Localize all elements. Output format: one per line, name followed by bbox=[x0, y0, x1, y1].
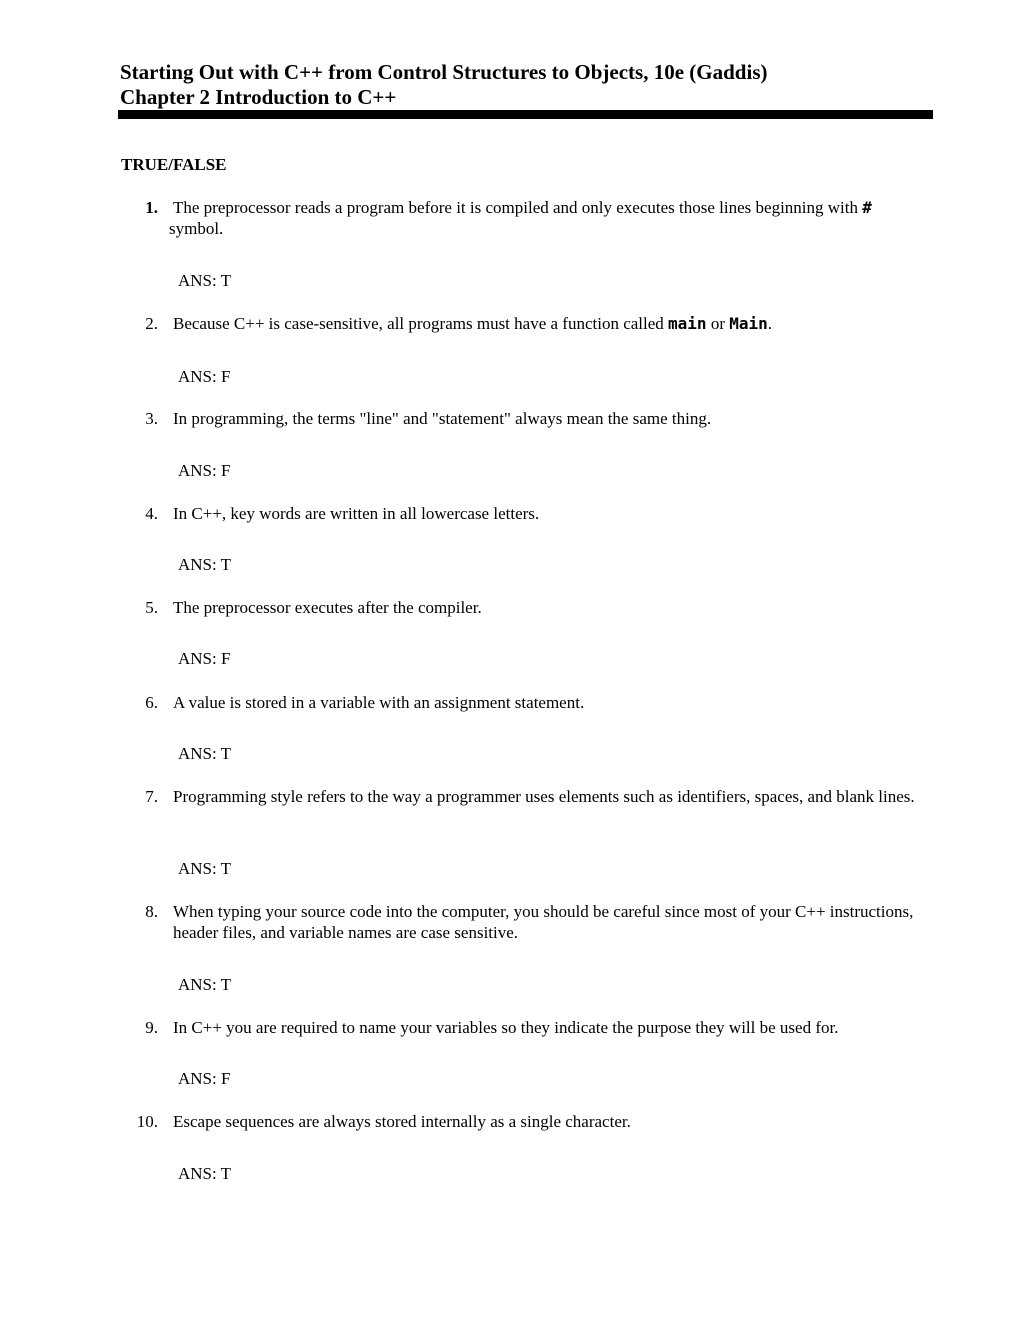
question-text bbox=[173, 313, 933, 334]
chapter-title: Chapter 2 Introduction to C++ bbox=[120, 85, 397, 109]
question-text: In C++, key words are written in all lowercase letters. bbox=[173, 504, 540, 523]
question-text: The preprocessor executes after the compiler. bbox=[173, 598, 482, 617]
code-snippet: # bbox=[862, 198, 872, 217]
answer-9: ANS: F bbox=[178, 1069, 231, 1088]
code-snippet: Main bbox=[729, 314, 768, 333]
answer-5: ANS: F bbox=[178, 649, 231, 668]
section-title: TRUE/FALSE bbox=[121, 155, 227, 174]
question-text-part: Because C++ is case-sensitive, all programs must have a function called bbox=[173, 314, 669, 333]
book-title: Starting Out with C++ from Control Structures to Objects, 10e (Gaddis) bbox=[120, 60, 768, 84]
question-number: 8. bbox=[145, 902, 158, 921]
answer-6: ANS: T bbox=[178, 744, 232, 763]
question-text-part: The preprocessor reads a program before it is compiled and only executes those lines beginning with bbox=[173, 198, 863, 217]
question-text: When typing your source code into the computer, you should be careful since most of your C++ instructions, header files, and variable names are case sensitive. bbox=[173, 902, 914, 942]
question-number: 3. bbox=[145, 409, 158, 428]
document-header bbox=[120, 60, 933, 110]
answer-10: ANS: T bbox=[178, 1164, 232, 1183]
answer-8: ANS: T bbox=[178, 975, 232, 994]
answer-4: ANS: T bbox=[178, 555, 232, 574]
question-number: 7. bbox=[145, 787, 158, 806]
question-text: Programming style refers to the way a programmer uses elements such as identifiers, spaces, and blank lines. bbox=[173, 787, 915, 806]
question-text-part: symbol. bbox=[169, 219, 224, 238]
answer-7: ANS: T bbox=[178, 859, 232, 878]
question-text-part: . bbox=[767, 314, 773, 333]
question-number: 10. bbox=[136, 1112, 158, 1131]
question-text: In programming, the terms "line" and "statement" always mean the same thing. bbox=[173, 409, 712, 428]
answer-3: ANS: F bbox=[178, 461, 231, 480]
answer-2: ANS: F bbox=[178, 367, 231, 386]
question-number: 6. bbox=[145, 693, 158, 712]
question-text: A value is stored in a variable with an assignment statement. bbox=[173, 693, 585, 712]
question-text: In C++ you are required to name your variables so they indicate the purpose they will be used for. bbox=[173, 1018, 839, 1037]
question-number: 4. bbox=[145, 504, 158, 523]
question-text-part: or bbox=[706, 314, 730, 333]
question-text: Escape sequences are always stored internally as a single character. bbox=[173, 1112, 631, 1131]
header-rule bbox=[118, 110, 933, 119]
question-number: 5. bbox=[145, 598, 158, 617]
question-number: 9. bbox=[145, 1018, 158, 1037]
answer-1: ANS: T bbox=[178, 271, 232, 290]
code-snippet: main bbox=[668, 314, 707, 333]
question-number: 1. bbox=[145, 198, 158, 217]
question-text bbox=[169, 197, 933, 239]
question-number: 2. bbox=[145, 314, 158, 333]
